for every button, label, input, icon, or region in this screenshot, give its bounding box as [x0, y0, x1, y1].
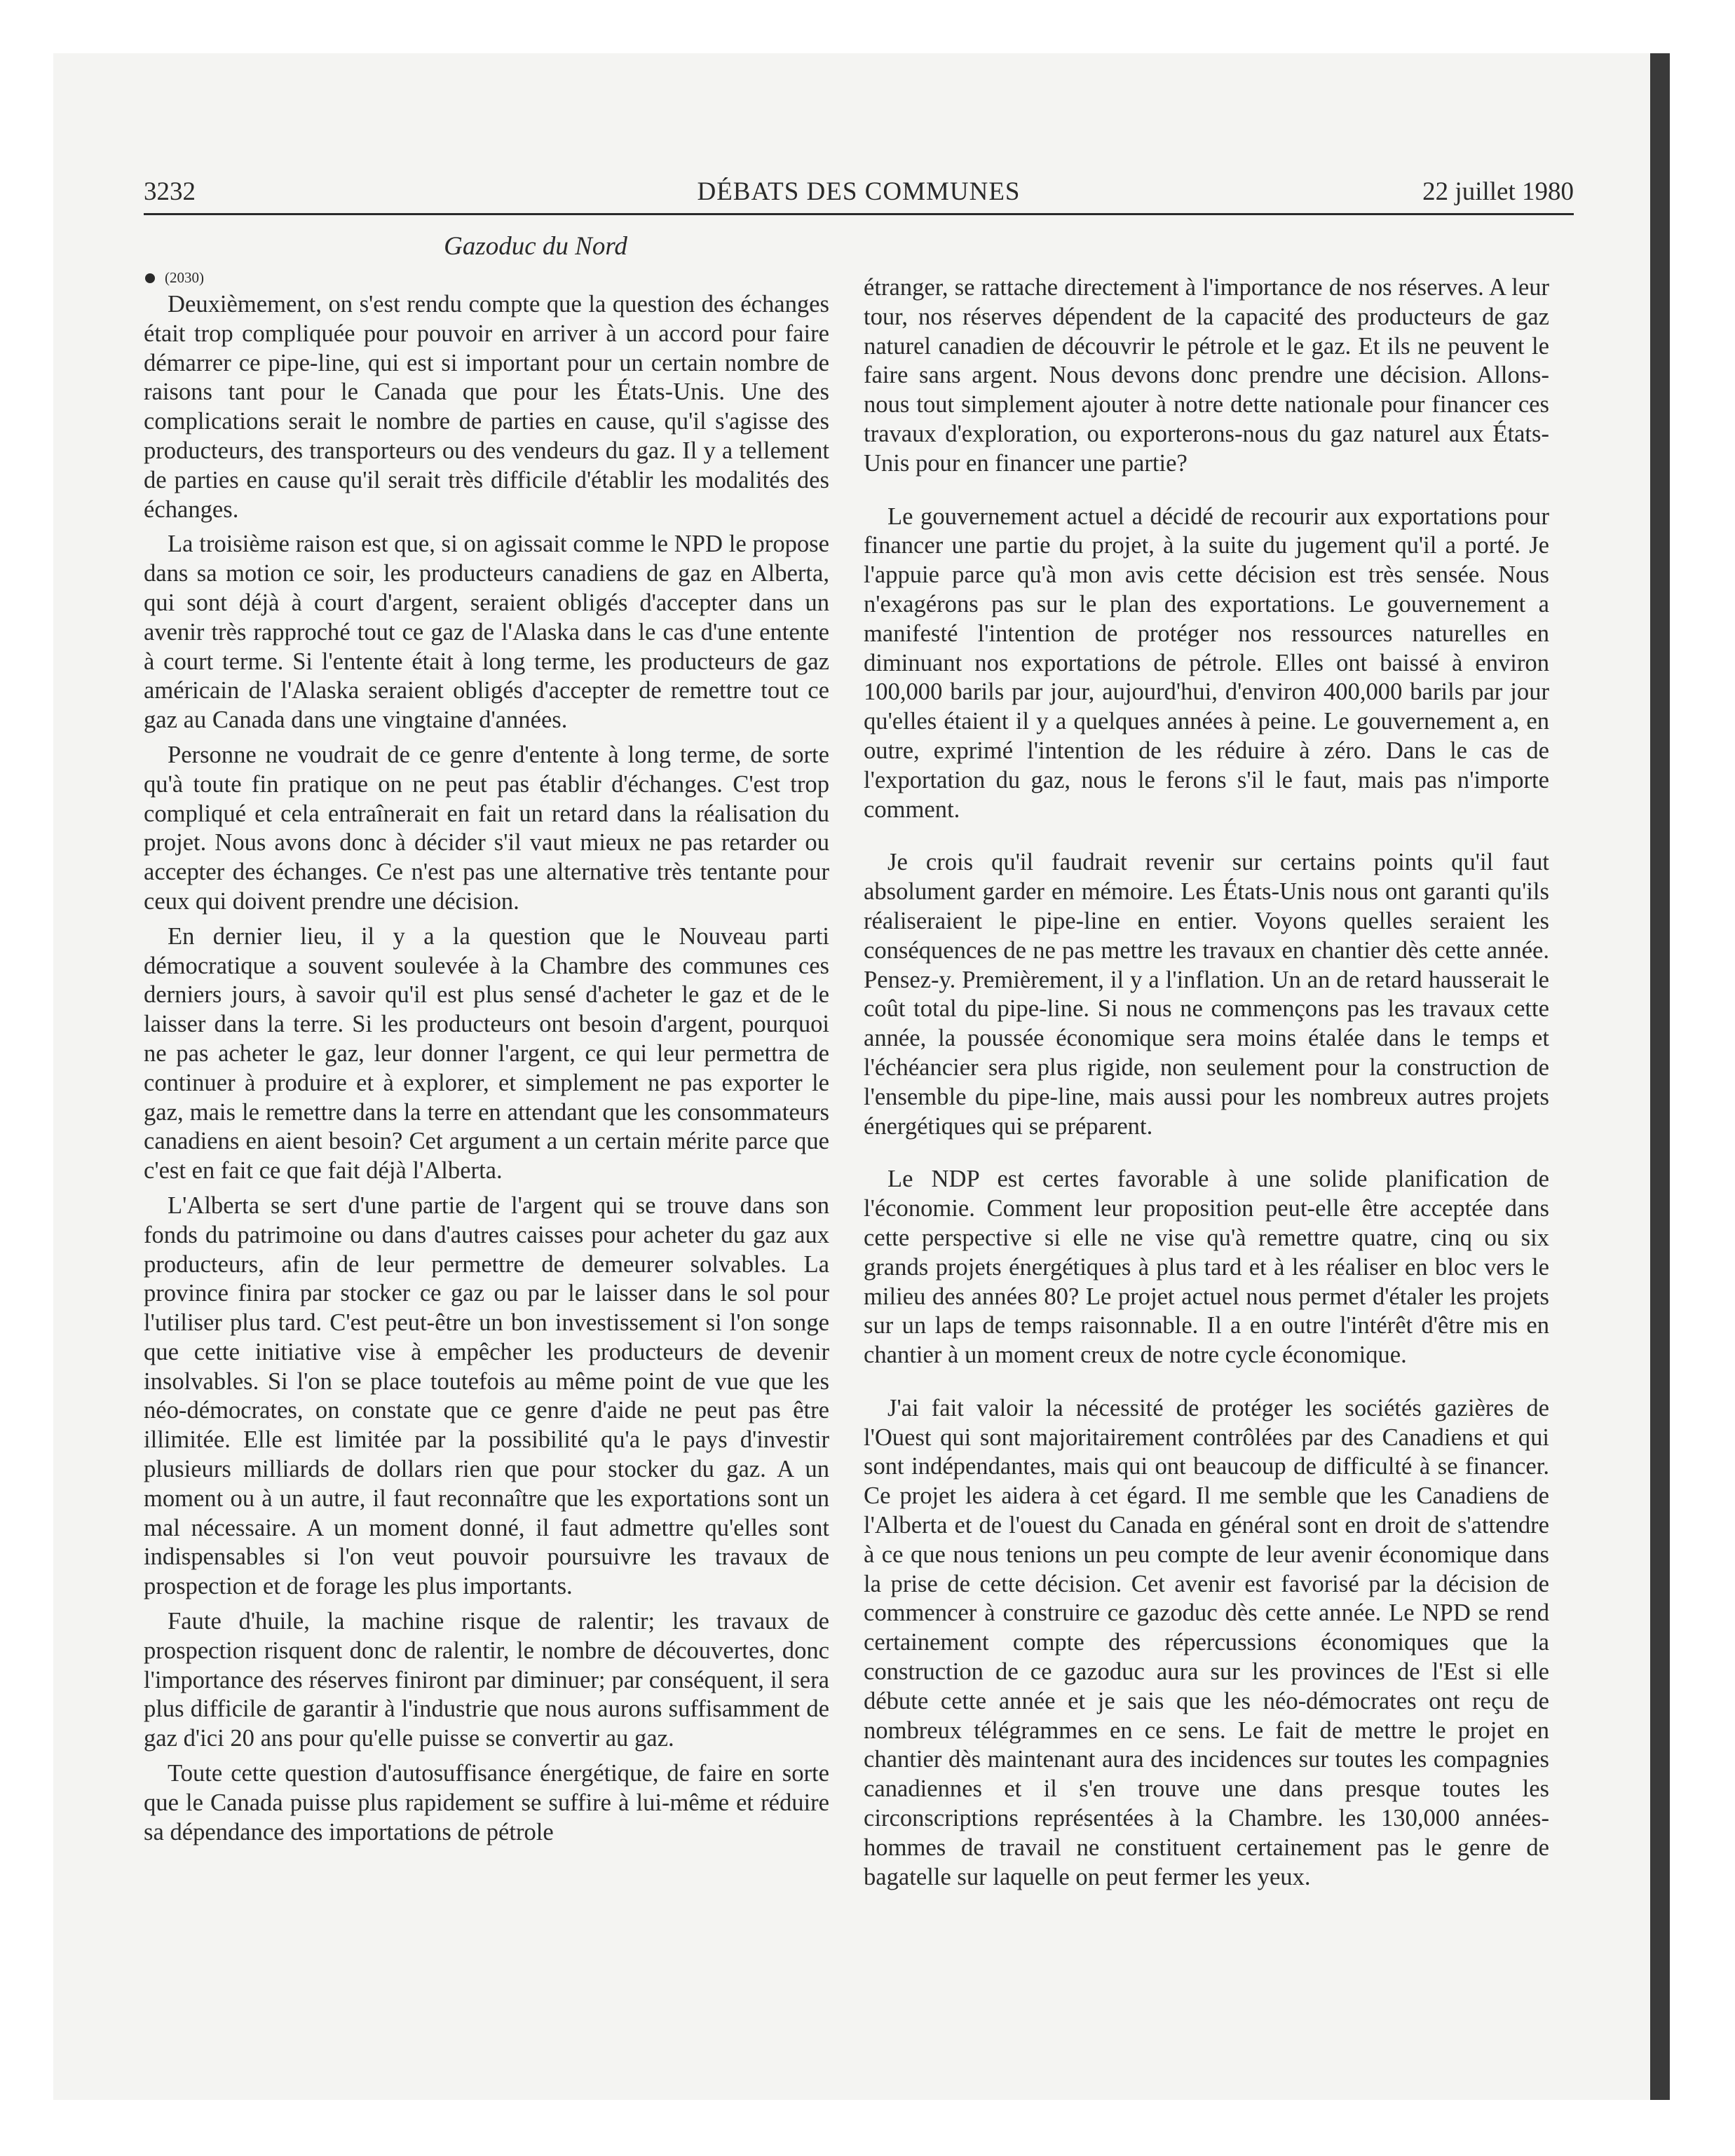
- paragraph: Je crois qu'il faudrait revenir sur certains points qu'il faut absolument garder en mémoire. Les États-Unis nous ont garanti qu'ils réaliseraient le pipe-line en entier. Voyons quelles seraient les conséquences de ne pas mettre les travaux en chantier dès cette année. Pensez-y. Premièrement, il y a l'inflation. Un an de retard hausserait le coût total du pipe-line. Si nous ne commençons pas les travaux cette année, la poussée économique sera moins étalée dans le temps et l'échéancier sera plus rigide, non seulement pour la construction de l'ensemble du pipe-line, mais aussi pour les nombreux autres projets énergétiques qui se préparent.: [864, 849, 1549, 1140]
- page-number: 3232: [144, 177, 196, 206]
- publication-title: DÉBATS DES COMMUNES: [697, 177, 1021, 206]
- paragraph: L'Alberta se sert d'une partie de l'argent qui se trouve dans son fonds du patrimoine ou dans d'autres caisses pour acheter du gaz aux producteurs, afin de leur permettre de demeurer solvables. La province finira par stocker ce gaz ou par le laisser dans le sol pour l'utiliser plus tard. C'est peut-être un bon investissement si l'on songe que cette initiative vise à empêcher les producteurs de devenir insolvables. Si l'on se place toutefois au même point de vue que les néo-démocrates, on constate que ce genre d'aide ne peut pas être illimitée. Elle est limitée par la possibilité qu'a le pays d'investir plusieurs milliards de dollars rien que pour stocker du gaz. A un moment ou à un autre, il faut reconnaître que les exportations sont un mal nécessaire. A un moment donné, il faut admettre qu'elles sont indispensables si l'on veut pouvoir poursuivre les travaux de prospection et de forage les plus importants.: [144, 1192, 829, 1600]
- timestamp-marker: [144, 266, 829, 289]
- paragraph: La troisième raison est que, si on agissait comme le NPD le propose dans sa motion ce soir, les producteurs canadiens de gaz en Alberta, qui sont déjà à court d'argent, seraient obligés d'accepter dans un avenir très rapproché tout ce gaz de l'Alaska dans le cas d'une entente à court terme. Si l'entente était à long terme, les producteurs de gaz américain de l'Alaska seraient obligés d'accepter de remettre tout ce gaz au Canada dans une vingtaine d'années.: [144, 531, 829, 734]
- right-column: [864, 273, 1549, 1916]
- paragraph: Le gouvernement actuel a décidé de recourir aux exportations pour financer une partie du projet, à la suite du jugement qu'il a porté. Je l'appuie parce qu'à mon avis cette décision est très sensée. Nous n'exagérons pas sur le plan des exportations. Le gouvernement a manifesté l'intention de protéger nos ressources naturelles en diminuant nos exportations de pétrole. Elles ont baissé à environ 100,000 barils par jour, aujourd'hui, d'environ 400,000 barils par jour qu'elles étaient il y a quelques années à peine. Le gouvernement a, en outre, exprimé l'intention de les réduire à zéro. Dans le cas de l'exportation du gaz, nous le ferons s'il le faut, mais pas n'importe comment.: [864, 503, 1549, 823]
- paragraph: Le NDP est certes favorable à une solide planification de l'économie. Comment leur proposition peut-elle être acceptée dans cette perspective si elle ne vise qu'à remettre quatre, cinq ou six grands projets énergétiques à plus tard et à les réaliser en bloc vers le milieu des années 80? Le projet actuel nous permet d'étaler les projets sur un laps de temps raisonnable. Il a en outre l'intérêt d'être mis en chantier à un moment creux de notre cycle économique.: [864, 1166, 1549, 1369]
- paragraph: Personne ne voudrait de ce genre d'entente à long terme, de sorte qu'à toute fin pratique on ne peut pas établir d'échanges. C'est trop compliqué et cela entraînerait en fait un retard dans la réalisation du projet. Nous avons donc à décider s'il vaut mieux ne pas retarder ou accepter des échanges. Ce n'est pas une alternative très tentante pour ceux qui doivent prendre une décision.: [144, 741, 829, 915]
- paragraph: Deuxièmement, on s'est rendu compte que la question des échanges était trop compliquée pour pouvoir en arriver à un accord pour faire démarrer ce pipe-line, qui est si important pour un certain nombre de raisons tant pour le Canada que pour les États-Unis. Une des complications serait le nombre de parties en cause, qu'il s'agisse des producteurs, des transporteurs ou des vendeurs du gaz. Il y a tellement de parties en cause qu'il serait très difficile d'établir les modalités des échanges.: [144, 291, 829, 523]
- bullet-icon: [145, 273, 155, 283]
- paragraph: En dernier lieu, il y a la question que le Nouveau parti démocratique a souvent soulevée à la Chambre des communes ces derniers jours, à savoir qu'il est plus sensé d'acheter le gaz et de le laisser dans la terre. Si les producteurs ont besoin d'argent, pourquoi ne pas acheter le gaz, leur donner l'argent, ce qui leur permettra de continuer à produire et à explorer, et simplement ne pas exporter le gaz, mais le remettre dans la terre en attendant que les consommateurs canadiens en aient besoin? Cet argument a un certain mérite parce que c'est en fait ce que fait déjà l'Alberta.: [144, 922, 829, 1185]
- page-header: [144, 174, 1574, 215]
- page-edge-shadow: [1650, 53, 1670, 2100]
- paragraph: Toute cette question d'autosuffisance énergétique, de faire en sorte que le Canada puisse plus rapidement se suffire à lui-même et réduire sa dépendance des importations de pétrole: [144, 1760, 829, 1845]
- left-column: [144, 231, 829, 1853]
- paragraph: étranger, se rattache directement à l'importance de nos réserves. A leur tour, nos réserves dépendent de la capacité des producteurs de gaz naturel canadien de découvrir le pétrole et le gaz. Et ils ne peuvent le faire sans argent. Nous devons donc prendre une décision. Allons-nous tout simplement ajouter à notre dette nationale pour financer ces travaux d'exploration, ou exporterons-nous du gaz naturel aux États-Unis pour en financer une partie?: [864, 274, 1549, 477]
- paragraph: Faute d'huile, la machine risque de ralentir; les travaux de prospection risquent donc de ralentir, le nombre de découvertes, donc l'importance des réserves finiront par diminuer; par conséquent, il sera plus difficile de garantir à l'industrie que nous aurons suffisamment de gaz d'ici 20 ans pour qu'elle puisse se convertir au gaz.: [144, 1608, 829, 1752]
- section-title: Gazoduc du Nord: [444, 232, 627, 261]
- timestamp: (2030): [165, 269, 204, 286]
- publication-date: 22 juillet 1980: [1422, 177, 1574, 206]
- paragraph: J'ai fait valoir la nécessité de protéger les sociétés gazières de l'Ouest qui sont majoritairement contrôlées par des Canadiens et qui sont indépendantes, mais qui ont beaucoup de difficulté à se financer. Ce projet les aidera à cet égard. Il me semble que les Canadiens de l'Alberta et de l'ouest du Canada en général sont en droit de s'attendre à ce que nous tenions un peu compte de leur avenir économique dans la prise de cette décision. Cet avenir est favorisé par la décision de commencer à construire ce gazoduc dès cette année. Le NPD se rend certainement compte des répercussions économiques que la construction de ce gazoduc aura sur les provinces de l'Est si elle débute cette année et je sais que les néo-démocrates ont reçu de nombreux télégrammes en ce sens. Le fait de mettre le projet en chantier dès maintenant aura des incidences sur toutes les compagnies canadiennes et il s'en trouve une dans presque toutes les circonscriptions représentées à la Chambre. les 130,000 années-hommes de travail ne constituent certainement pas le genre de bagatelle sur laquelle on peut fermer les yeux.: [864, 1394, 1549, 1890]
